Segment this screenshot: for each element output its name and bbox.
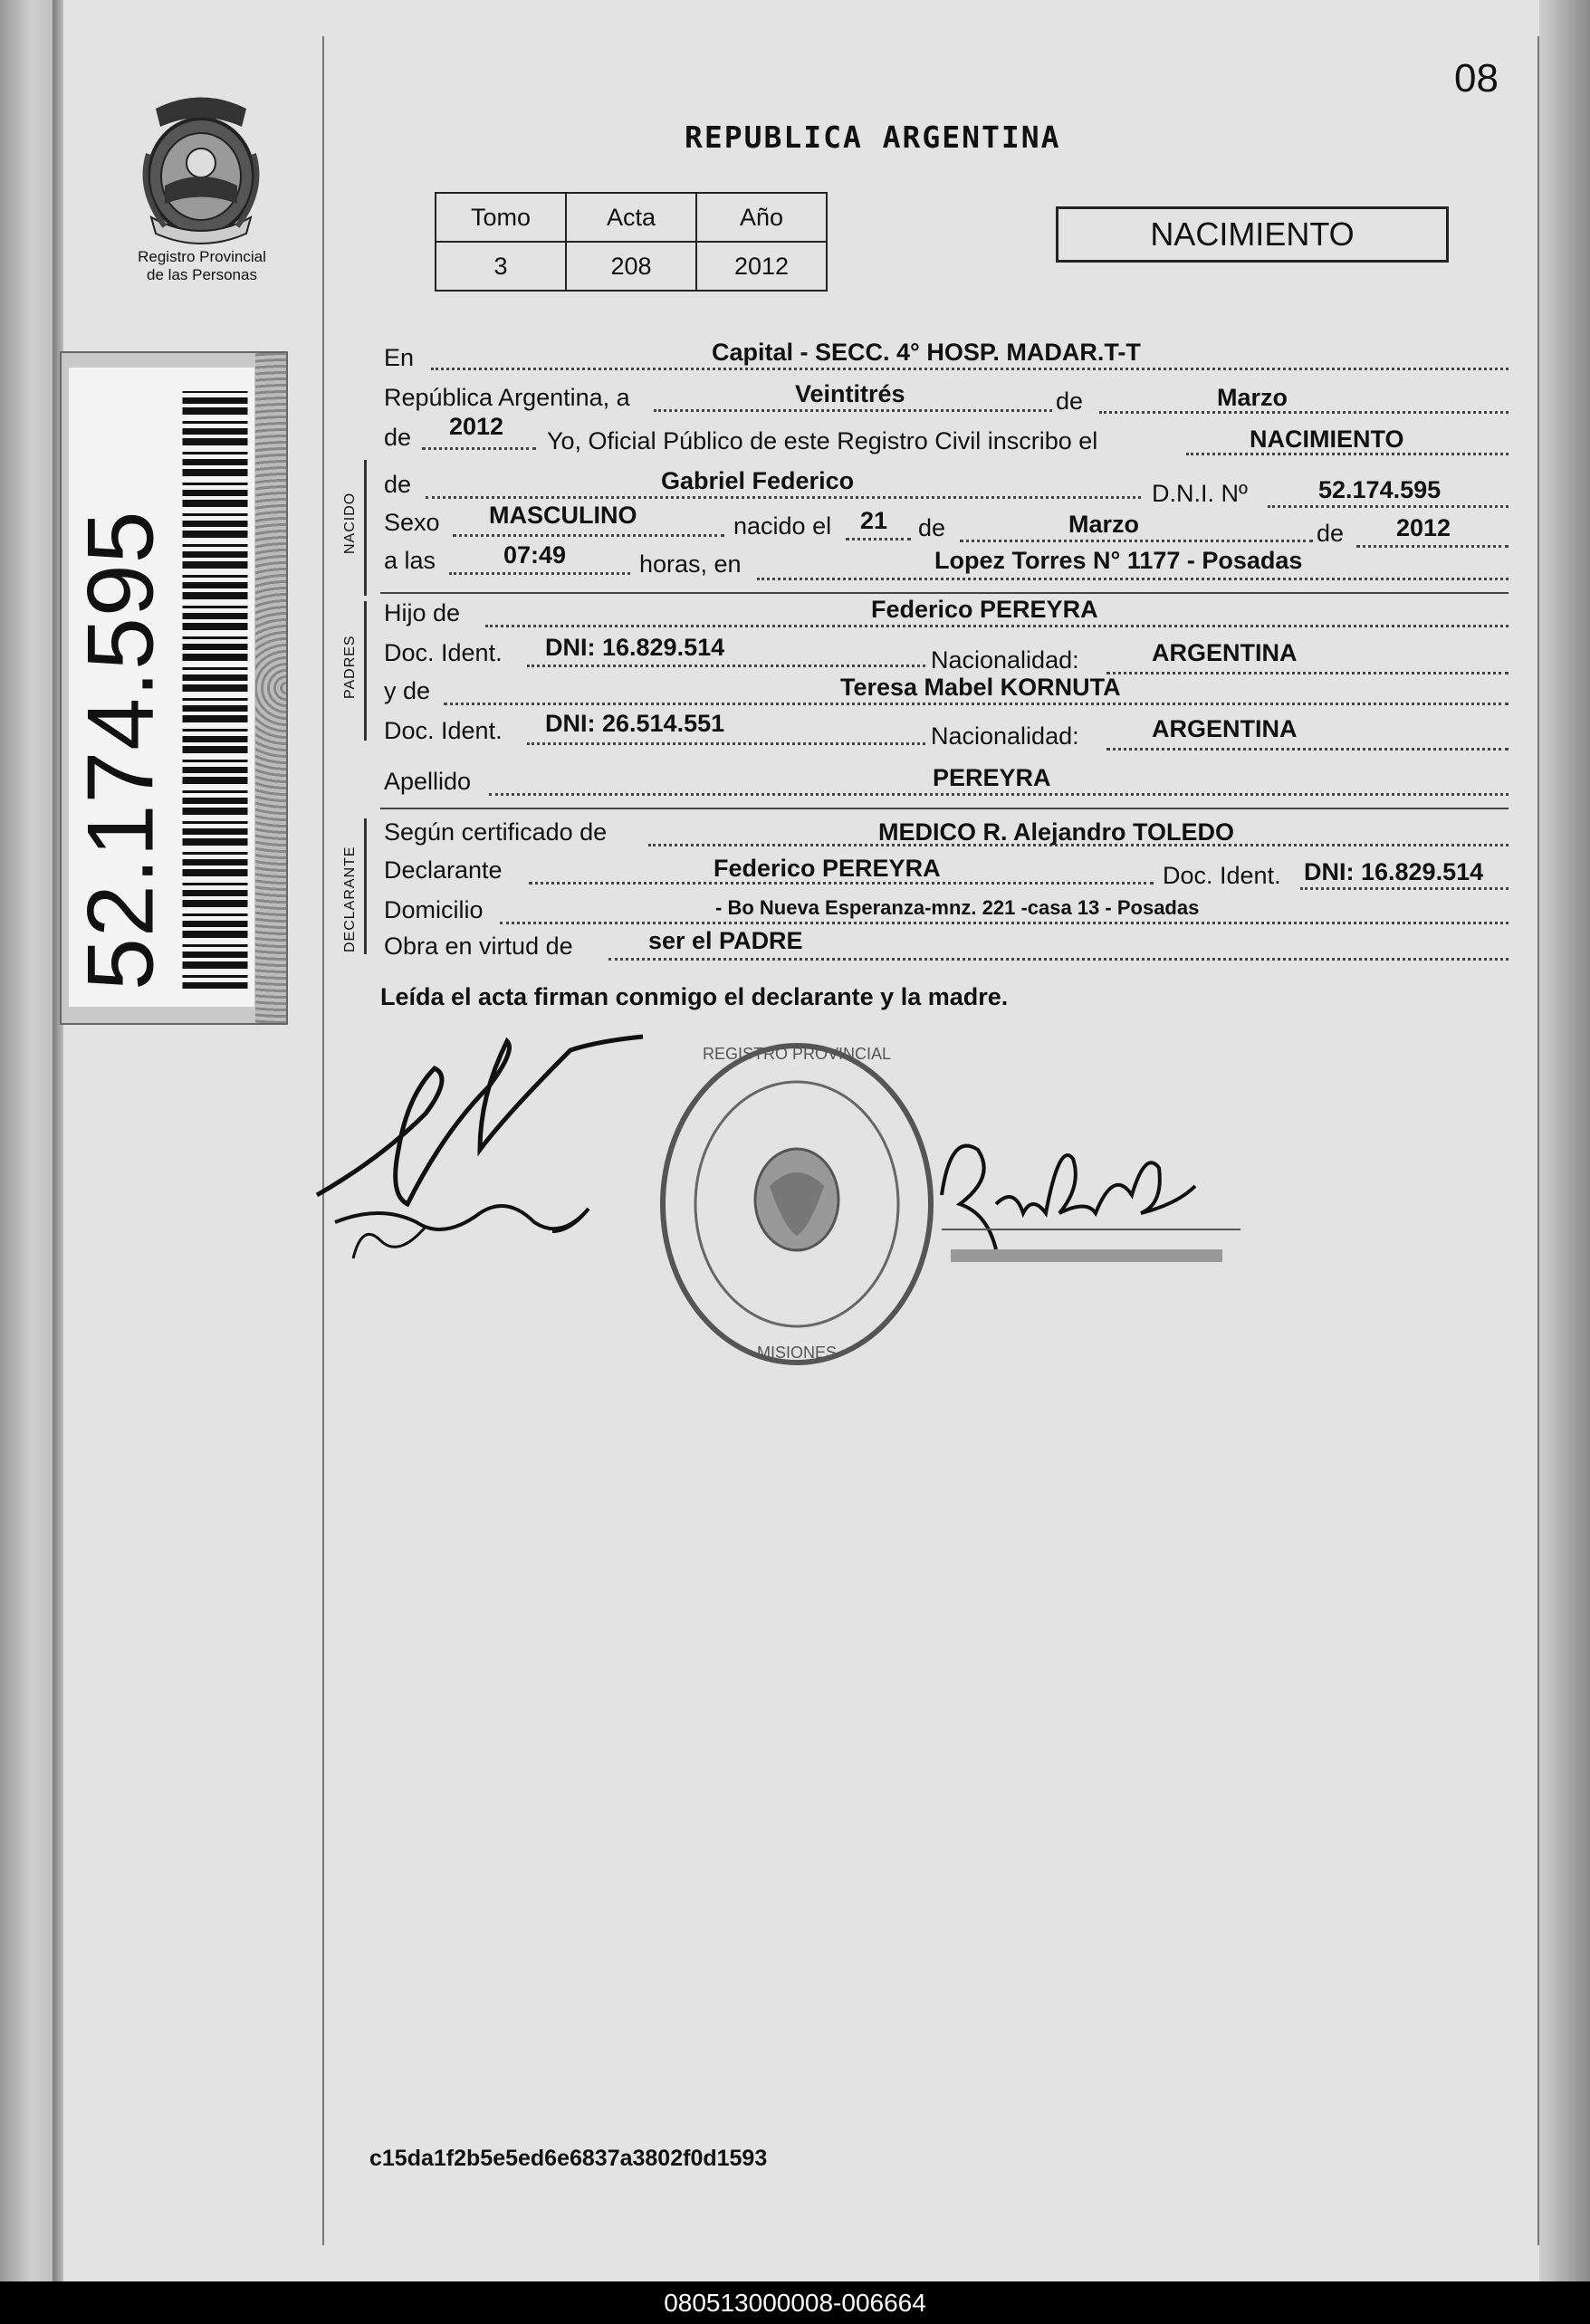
table-value-acta: 208 xyxy=(566,242,696,291)
value-apellido: PEREYRA xyxy=(933,764,1051,791)
registry-circular-stamp xyxy=(652,1032,942,1376)
label-domicilio: Domicilio xyxy=(384,896,484,923)
book-spine xyxy=(53,0,63,2281)
value-lugar: Capital - SECC. 4° HOSP. MADAR.T-T xyxy=(712,339,1141,366)
record-type-box: NACIMIENTO xyxy=(1056,206,1449,263)
label-inscribo: Yo, Oficial Público de este Registro Civil inscribo el xyxy=(547,427,1098,454)
left-page-edge xyxy=(0,0,54,2281)
label-horas-en: horas, en xyxy=(639,550,742,578)
label-nacionalidad2: Nacionalidad: xyxy=(931,722,1079,750)
guilloche-pattern xyxy=(255,353,286,1023)
barcode-number: 52.174.595 xyxy=(68,510,174,990)
label-de-mid: de xyxy=(1056,387,1084,415)
label-dni: D.N.I. Nº xyxy=(1152,480,1248,507)
label-republica: República Argentina, a xyxy=(384,384,630,411)
provincial-seal-icon xyxy=(129,91,273,244)
value-dni: 52.174.595 xyxy=(1318,476,1442,503)
value-madre: Teresa Mabel KORNUTA xyxy=(840,674,1121,701)
value-padre-nac: ARGENTINA xyxy=(1152,639,1298,666)
label-sexo: Sexo xyxy=(384,509,440,536)
value-anio: 2012 xyxy=(449,413,504,440)
side-label-padres: PADRES xyxy=(342,635,358,699)
table-header-tomo: Tomo xyxy=(436,193,566,242)
value-declarante: Federico PEREYRA xyxy=(714,855,941,882)
side-label-declarante: DECLARANTE xyxy=(342,846,358,952)
value-padre: Federico PEREYRA xyxy=(871,596,1098,623)
value-declarante-dni: DNI: 16.829.514 xyxy=(1304,858,1484,885)
label-hijo-de: Hijo de xyxy=(384,599,461,626)
label-nacido-el: nacido el xyxy=(733,512,832,540)
label-en: En xyxy=(384,344,415,371)
label-segun: Según certificado de xyxy=(384,818,608,846)
label-doc-ident2: Doc. Ident. xyxy=(384,717,503,744)
value-domicilio: - Bo Nueva Esperanza-mnz. 221 -casa 13 - Posadas xyxy=(715,896,1200,919)
value-sexo: MASCULINO xyxy=(489,502,637,529)
record-table xyxy=(435,192,828,292)
registry-label-line1: Registro Provincial xyxy=(138,248,266,265)
side-label-nacido: NACIDO xyxy=(342,492,358,554)
table-value-tomo: 3 xyxy=(436,242,566,291)
closing-statement: Leída el acta firman conmigo el declarante y la madre. xyxy=(380,983,1009,1010)
document-title: REPUBLICA ARGENTINA xyxy=(685,120,1061,155)
value-madre-dni: DNI: 26.514.551 xyxy=(545,710,725,737)
label-de-month: de xyxy=(918,514,946,541)
value-tipo: NACIMIENTO xyxy=(1250,426,1404,453)
value-mes: Marzo xyxy=(1217,384,1288,411)
label-a-las: a las xyxy=(384,547,436,574)
registry-label-line2: de las Personas xyxy=(147,266,257,283)
label-y-de: y de xyxy=(384,677,431,704)
value-anio-nac: 2012 xyxy=(1396,514,1451,541)
margin-line-right xyxy=(1537,36,1539,2245)
value-mes-nac: Marzo xyxy=(1068,511,1140,538)
svg-text:REGISTRO PROVINCIAL: REGISTRO PROVINCIAL xyxy=(702,1045,892,1063)
label-de-name: de xyxy=(384,471,412,498)
label-nacionalidad: Nacionalidad: xyxy=(931,646,1079,674)
value-dia-nac: 21 xyxy=(860,507,888,534)
declarant-signature xyxy=(299,1014,679,1277)
document-hash: c15da1f2b5e5ed6e6837a3802f0d1593 xyxy=(369,2146,768,2171)
label-de-year: de xyxy=(384,424,412,451)
label-apellido: Apellido xyxy=(384,768,472,795)
right-page-edge xyxy=(1539,0,1590,2281)
svg-text:MISIONES: MISIONES xyxy=(756,1344,838,1362)
value-hora: 07:49 xyxy=(503,541,567,569)
page-number: 08 xyxy=(1454,56,1499,100)
barcode-sticker xyxy=(60,351,288,1025)
official-signature xyxy=(924,1114,1268,1277)
value-dia: Veintitrés xyxy=(795,380,905,407)
value-madre-nac: ARGENTINA xyxy=(1152,715,1298,742)
table-header-acta: Acta xyxy=(566,193,696,242)
value-obra: ser el PADRE xyxy=(648,927,803,954)
label-doc-ident3: Doc. Ident. xyxy=(1163,862,1281,889)
table-value-anio: 2012 xyxy=(696,242,827,291)
value-lugar-nac: Lopez Torres N° 1177 - Posadas xyxy=(934,547,1303,574)
value-padre-dni: DNI: 16.829.514 xyxy=(545,634,725,661)
registry-label xyxy=(109,248,295,284)
footer-id: 080513000008-006664 xyxy=(0,2281,1590,2324)
label-obra: Obra en virtud de xyxy=(384,932,573,960)
value-nombre: Gabriel Federico xyxy=(661,467,855,494)
table-header-anio: Año xyxy=(696,193,827,242)
label-declarante: Declarante xyxy=(384,856,503,884)
barcode-icon xyxy=(183,391,248,989)
label-doc-ident: Doc. Ident. xyxy=(384,639,503,666)
value-certificado: MEDICO R. Alejandro TOLEDO xyxy=(878,818,1235,846)
label-de-year2: de xyxy=(1317,520,1345,547)
